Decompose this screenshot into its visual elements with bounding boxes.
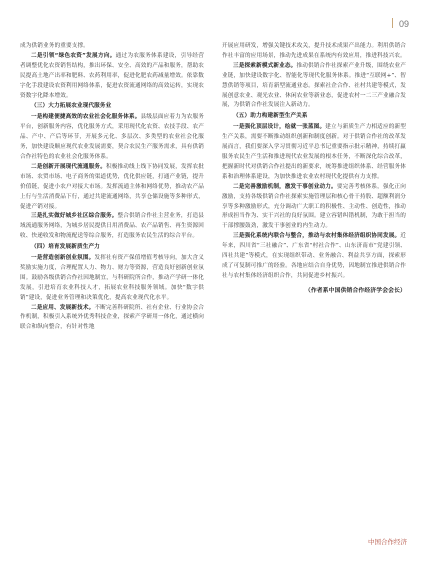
paragraph	[20, 163, 204, 213]
paragraph-body: 通过为农服务体系建设，引导经营者调整优化农资销售结构，推出环保、安全、高效的产品和服务，帮助农民提高土地产出率和肥料、农药利用率，促进化肥农药减量增效。依靠数字化手段建设农资利用网络体系，促进农资流通网络的高效运转，实现农资数字化降本增效。	[20, 52, 204, 99]
paragraph-body: 整合供销合作社主营业务，打造县域流通服务网络，为城乡居民提供日用消费品、农产品销售、再生资源回收、快递收发和物流配送等综合服务，打造服务农民生活的综合平台。	[20, 213, 204, 240]
paragraph-body: 发挥社有资产保值增值考核导向，加大含义奖励实施力度，合理配置人力、物力、财力等资源，营造良好创新创业氛围。鼓励各级供销合作社因地制宜，与科研院所合作，推动产学研一体化发展，引进培育农业科技人才，拓展农业科技服务领域。加快“数字供销”建设，促进业务管理和决策优化，提高农业现代化水平。	[20, 255, 204, 301]
paragraph-lead: 二是创新开展现代流通服务。	[31, 163, 106, 170]
paragraph-body: 建立与新质生产力相适应的新型生产关系，需要不断推动组织创新和制度创新。对于供销合作社的改革发展而言，我们要深入学习贯彻习近平总书记重要指示批示精神，持续打赢服务农民生产生活和推进现代农业发展的根本任务，不断深化综合改革，把握新时代对供销合作社提出的新要求，统筹推进组织体系、经营服务体系和治理体系建设，为加快推进农业农村现代化提供有力支撑。	[222, 124, 406, 180]
section-heading: （三）大力拓展农业现代服务业	[31, 103, 112, 110]
paragraph	[20, 52, 204, 102]
paragraph-lead: 一是营造创新创业氛围。	[31, 255, 95, 262]
section-heading: （五）助力构建新型生产关系	[233, 113, 308, 120]
paragraph-lead: 三是强化系统内联合与整合，推动与农村集体经济组织协同发展。	[233, 233, 401, 240]
paragraph-body: 积极推动线上线下协同发展，发挥农批市场、农贸市场、电子商务的渠道优势，优化供应链，打通产业链，提升价值链，促进小农户对接大市场。发挥流通主体和网络优势，推动农产品上行与生活消费品下行，通过共建流通网络，共享仓储设施等多种形式，促进产销对接。	[20, 163, 204, 210]
page-number-text: 09	[398, 19, 409, 29]
section-heading: （四）培育发展新质生产力	[31, 244, 100, 251]
paragraph-body: 要完善考核体系，强化正向激励，支持各级供销合作社探索实施管理层和核心骨干持股、超额利润分享等多种激励形式，充分调动广大职工的积极性、主动性、创造性，推动形成担当作为、实干兴社的良好氛围。建立容错纠错机制，为敢于担当的干部撑腰鼓劲，激发干事创业的内生动力。	[222, 183, 406, 230]
paragraph	[20, 212, 204, 242]
paragraph	[20, 304, 204, 334]
right-column	[222, 42, 406, 297]
paragraph-continuation: 成为供销业务的重要支撑。	[20, 43, 89, 49]
page-number	[392, 18, 409, 29]
paragraph-lead: 三是扎实做好城乡社区综合服务。	[31, 213, 118, 220]
paragraph	[222, 123, 406, 182]
paragraph	[20, 113, 204, 163]
paragraph-lead: 一是构建便捷高效的农业社会化服务体系。	[31, 114, 141, 121]
paragraph	[222, 183, 406, 233]
paragraph	[222, 232, 406, 282]
paragraph-lead: 二是完善激励机制，激发干事创业动力。	[233, 183, 337, 190]
paragraph-continuation: 开展应用研发，增强关键技术攻关，提升技术成果产出能力。利用供销合作社丰富的应用场景，推动先进成果在系统内有效应用，推进科技兴农。	[222, 43, 406, 59]
paragraph-lead: 二是应用、发展新技术。	[31, 304, 95, 311]
paragraph-lead: 三是探索新模式新业态。	[233, 62, 297, 69]
page-number-divider	[392, 18, 393, 28]
paragraph	[222, 62, 406, 112]
paragraph-body: 县级层面应着力为农服务平台，创新服务内容，优化服务方式，采用现代化农资、农技手段、农产品、产中、产后等环节，开展多元化、多层次、多类型的农业社会化服务，加快建设顺应现代农业发展需要，契合农民生产服务需求，具有供销合作社特色的农业社会化服务体系。	[20, 114, 204, 160]
paragraph-lead: 二是引领“绿色农资”发展方向。	[31, 52, 116, 59]
paragraph-body: 推动供销合作社探索产业升级，围绕农业产业链，加快建设数字化、智能化等现代化服务体系。推进“互联网+”、智慧供销等项目，培育新型流通业态。探索社企合作、社村共建等模式，发展创意农业、观光农业、休闲农业等新业态，促进农村一二三产业融合发展，为供销合作社发展注入新动力。	[222, 62, 406, 109]
left-column	[20, 42, 204, 333]
paragraph	[20, 254, 204, 304]
paragraph-body: 近年来，四川省“三社融合”、广东省“村社合作”、山东济南市“党建引领、四社共建”等模式，在实现组织带动、业务融合、利益共享方面，探索形成了可复制可推广的经验。各地应结合自身优势，因地制宜推进供销合作社与农村集体经济组织合作，共同促进乡村振兴。	[222, 233, 406, 279]
author-note: （作者系中国供销合作经济学会会长）	[304, 287, 406, 294]
paragraph-lead: 一是强化顶层设计，绘就一张蓝图。	[233, 124, 326, 131]
paragraph-body: 不断完善科研院所、社有企业、行业协会合作机制，积极引入系统外优秀科技企业，探索产学研用一体化，通过横向联合和纵向整合，有针对性地	[20, 304, 204, 331]
footer-journal-name: 中国合作经济	[368, 539, 407, 546]
